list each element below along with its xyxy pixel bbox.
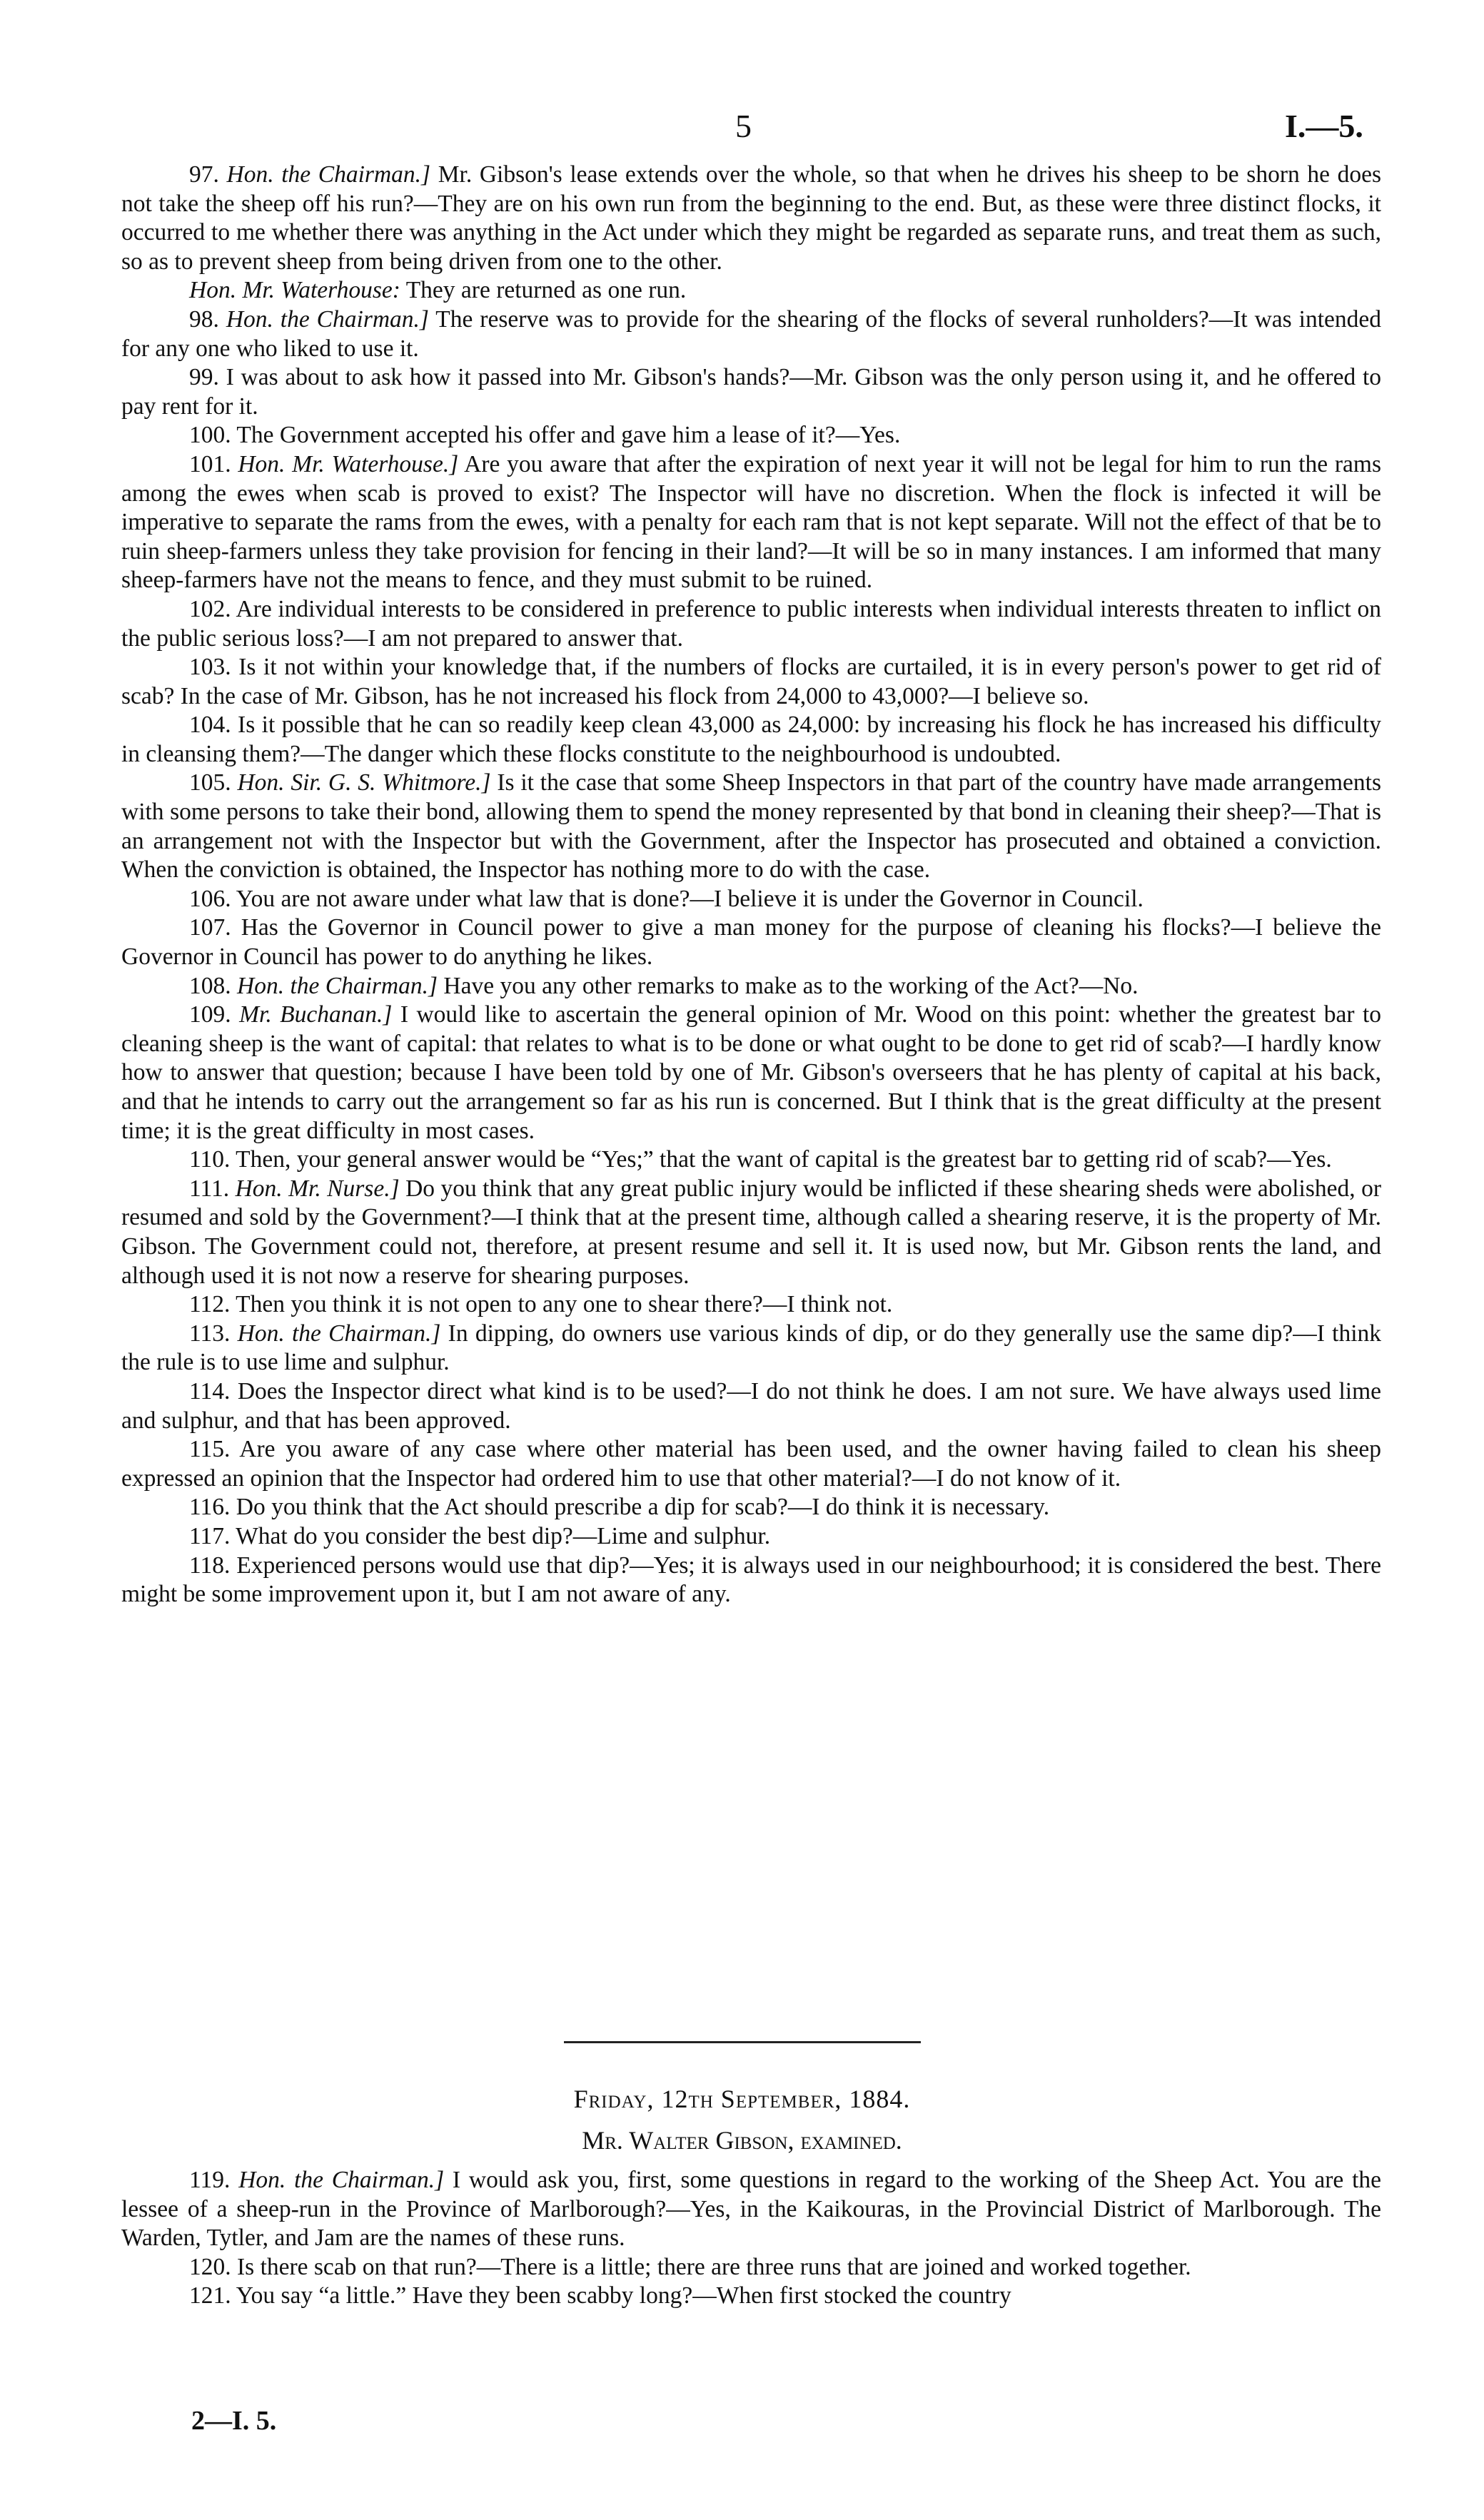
- evidence-paragraph: [121, 1145, 1381, 1175]
- paragraph-text: Then, your general answer would be “Yes;” that the want of capital is the greatest bar to getting rid of scab?—Yes.: [236, 1146, 1332, 1173]
- evidence-paragraph: [121, 1175, 1381, 1290]
- question-number: 108.: [189, 972, 231, 999]
- question-number: 98.: [189, 305, 219, 333]
- question-number: 101.: [189, 450, 231, 477]
- question-number: 105.: [189, 769, 231, 796]
- evidence-paragraph: [121, 1001, 1381, 1145]
- paragraph-text: What do you consider the best dip?—Lime and sulphur.: [236, 1522, 771, 1549]
- paragraph-text: Then you think it is not open to any one to shear there?—I think not.: [236, 1291, 893, 1318]
- speaker-label: Hon. the Chairman.]: [226, 305, 429, 333]
- speaker-label: Hon. Mr. Nurse.]: [235, 1175, 400, 1202]
- evidence-paragraph: [121, 2166, 1381, 2253]
- evidence-paragraph: [121, 161, 1381, 276]
- question-number: 120.: [189, 2253, 231, 2280]
- paragraph-text: Does the Inspector direct what kind is to be used?—I do not think he does. I am not sure. We have always used lime and sulphur, and that has been approved.: [121, 1377, 1381, 1434]
- paragraph-text: Are individual interests to be considered in preference to public interests when individual interests threaten to inflict on the public serious loss?—I am not prepared to answer that.: [121, 595, 1381, 652]
- evidence-paragraph: [121, 653, 1381, 711]
- question-number: 118.: [189, 1552, 231, 1579]
- evidence-paragraph: [121, 450, 1381, 595]
- question-number: 97.: [189, 161, 219, 188]
- evidence-paragraph: [121, 305, 1381, 363]
- speaker-label: Hon. the Chairman.]: [237, 972, 438, 999]
- paragraph-text: In dipping, do owners use various kinds of dip, or do they generally use the same dip?—I think the rule is to use lime and sulphur.: [121, 1320, 1381, 1376]
- page-number: 5: [735, 108, 752, 144]
- question-number: 100.: [189, 422, 231, 449]
- session-date: Friday, 12th September, 1884.: [573, 2085, 911, 2113]
- evidence-paragraph: [121, 972, 1381, 1001]
- evidence-paragraph: [121, 421, 1381, 450]
- paragraph-text: Mr. Gibson's lease extends over the whole, so that when he drives his sheep to be shorn he does not take the sheep off his run?—They are on his own run from the beginning to the end. But, as these were three distinct flocks, it occurred to me whether there was anything in the Act under which they might be regarded as separate runs, and treat them as such, so as to prevent sheep from being driven from one to the other.: [121, 161, 1382, 275]
- evidence-paragraph: [121, 2282, 1381, 2311]
- evidence-paragraph: [121, 914, 1381, 971]
- evidence-paragraph: [121, 1435, 1381, 1493]
- question-number: 103.: [189, 654, 231, 681]
- evidence-paragraph: [121, 1493, 1381, 1522]
- question-number: 99.: [189, 364, 219, 391]
- question-number: 107.: [189, 914, 231, 941]
- evidence-paragraph: [121, 1552, 1381, 1609]
- paragraph-text: Do you think that any great public injury would be inflicted if these shearing sheds were abolished, or resumed and sold by the Government?—I think that at the present time, although called a shearing reserve, it is the property of Mr. Gibson. The Government could not, therefore, at present resume and sell it. It is used now, but Mr. Gibson rents the land, and although used it is not now a reserve for shearing purposes.: [121, 1175, 1382, 1289]
- question-number: 110.: [189, 1146, 231, 1173]
- paragraph-text: The reserve was to provide for the shearing of the flocks of several runholders?—It was intended for any one who liked to use it.: [121, 305, 1381, 362]
- speaker-label: Mr. Buchanan.]: [239, 1001, 393, 1028]
- evidence-paragraph: [121, 885, 1381, 914]
- paragraph-text: The Government accepted his offer and gave him a lease of it?—Yes.: [236, 422, 901, 449]
- question-number: 116.: [189, 1494, 231, 1521]
- paragraph-text: Is there scab on that run?—There is a little; there are three runs that are joined and worked together.: [237, 2253, 1191, 2280]
- paragraph-text: Is it not within your knowledge that, if the numbers of flocks are curtailed, it is in every person's power to get rid of scab? In the case of Mr. Gibson, has he not increased his flock from 24,000 to 43,000?—I believe so.: [121, 654, 1381, 709]
- paragraph-text: I was about to ask how it passed into Mr. Gibson's hands?—Mr. Gibson was the only person using it, and he offered to pay rent for it.: [121, 364, 1382, 420]
- evidence-paragraph: [121, 769, 1381, 884]
- evidence-paragraph: [121, 1320, 1381, 1377]
- speaker-label: Hon. Mr. Waterhouse:: [189, 277, 400, 304]
- evidence-paragraph: [121, 711, 1381, 769]
- paragraph-text: Have you any other remarks to make as to the working of the Act?—No.: [443, 972, 1139, 999]
- evidence-body-continued: [121, 2166, 1381, 2311]
- speaker-label: Hon. Sir. G. S. Whitmore.]: [237, 769, 491, 796]
- paragraph-text: Are you aware of any case where other material has been used, and the owner having failed to clean his sheep expressed an opinion that the Inspector had ordered him to use that other material?—I do not know of it.: [121, 1436, 1381, 1492]
- paragraph-text: I would like to ascertain the general opinion of Mr. Wood on this point: whether the greatest bar to cleaning sheep is the want of capital: that relates to what is to be done or what ought to be done to get rid of scab?—I hardly know how to answer that question; because I have been told by one of Mr. Gibson's overseers that he has plenty of capital at his back, and that he intends to carry out the arrangement so far as his run is concerned. But I think that is the great difficulty at the present time; it is the great difficulty in most cases.: [121, 1001, 1382, 1144]
- evidence-paragraph: [121, 1377, 1381, 1435]
- question-number: 121.: [189, 2282, 231, 2309]
- speaker-label: Hon. the Chairman.]: [237, 1320, 441, 1347]
- question-number: 114.: [189, 1377, 231, 1405]
- witness-heading: Mr. Walter Gibson, examined.: [582, 2126, 902, 2155]
- signature-mark: 2—I. 5.: [191, 2406, 277, 2436]
- question-number: 112.: [189, 1291, 231, 1318]
- paragraph-text: They are returned as one run.: [405, 277, 687, 304]
- paragraph-text: You are not aware under what law that is done?—I believe it is under the Governor in Council.: [236, 885, 1144, 912]
- question-number: 115.: [189, 1436, 231, 1463]
- paragraph-text: Has the Governor in Council power to give a man money for the purpose of cleaning his flocks?—I believe the Governor in Council has power to do anything he likes.: [121, 914, 1381, 971]
- paragraph-text: Is it the case that some Sheep Inspectors in that part of the country have made arrangements with some persons to take their bond, allowing them to spend the money represented by that bond in cleaning their sheep?—That is an arrangement not with the Inspector but with the Government, after the Inspector has prosecuted and obtained a conviction. When the conviction is obtained, the Inspector has nothing more to do with the case.: [121, 769, 1382, 884]
- speaker-label: Hon. Mr. Waterhouse.]: [238, 450, 459, 477]
- question-number: 102.: [189, 595, 231, 622]
- evidence-paragraph: [121, 1522, 1381, 1552]
- paragraph-text: Is it possible that he can so readily keep clean 43,000 as 24,000: by increasing his flock he has increased his difficulty in cleansing them?—The danger which these flocks constitute to the neighbourhood is undoubted.: [121, 712, 1381, 767]
- evidence-paragraph: [121, 276, 1381, 305]
- evidence-paragraph: [121, 1290, 1381, 1320]
- paragraph-text: You say “a little.” Have they been scabby long?—When first stocked the country: [236, 2282, 1011, 2309]
- question-number: 106.: [189, 885, 231, 912]
- question-number: 117.: [189, 1522, 231, 1549]
- question-number: 119.: [189, 2167, 231, 2193]
- paper-id: I.—5.: [1285, 108, 1363, 144]
- evidence-paragraph: [121, 363, 1381, 421]
- paragraph-text: Do you think that the Act should prescribe a dip for scab?—I do think it is necessary.: [236, 1494, 1050, 1521]
- evidence-body: [121, 161, 1381, 1609]
- paragraph-text: Are you aware that after the expiration of next year it will not be legal for him to run the rams among the ewes when scab is proved to exist? The Inspector will have no discretion. When the flock is infected it will be imperative to separate the rams from the ewes, with a penalty for each ram that is not kept separate. Will not the effect of that be to ruin sheep-farmers unless they take provision for fencing in their land?—It will be so in many instances. I am informed that many sheep-farmers have not the means to fence, and they must submit to be ruined.: [121, 450, 1381, 594]
- question-number: 113.: [189, 1320, 231, 1347]
- question-number: 109.: [189, 1001, 231, 1028]
- paragraph-text: Experienced persons would use that dip?—Yes; it is always used in our neighbourhood; it is considered the best. There might be some improvement upon it, but I am not aware of any.: [121, 1552, 1381, 1608]
- speaker-label: Hon. the Chairman.]: [238, 2167, 445, 2193]
- evidence-paragraph: [121, 2253, 1381, 2282]
- speaker-label: Hon. the Chairman.]: [226, 161, 431, 188]
- section-divider: [564, 2041, 921, 2043]
- question-number: 111.: [189, 1175, 230, 1202]
- question-number: 104.: [189, 712, 231, 739]
- paragraph-text: I would ask you, first, some questions in regard to the working of the Sheep Act. You are the lessee of a sheep-run in the Province of Marlborough?—Yes, in the Kaikouras, in the Provincial District of Marlborough. The Warden, Tytler, and Jam are the names of these runs.: [121, 2167, 1381, 2252]
- evidence-paragraph: [121, 595, 1381, 653]
